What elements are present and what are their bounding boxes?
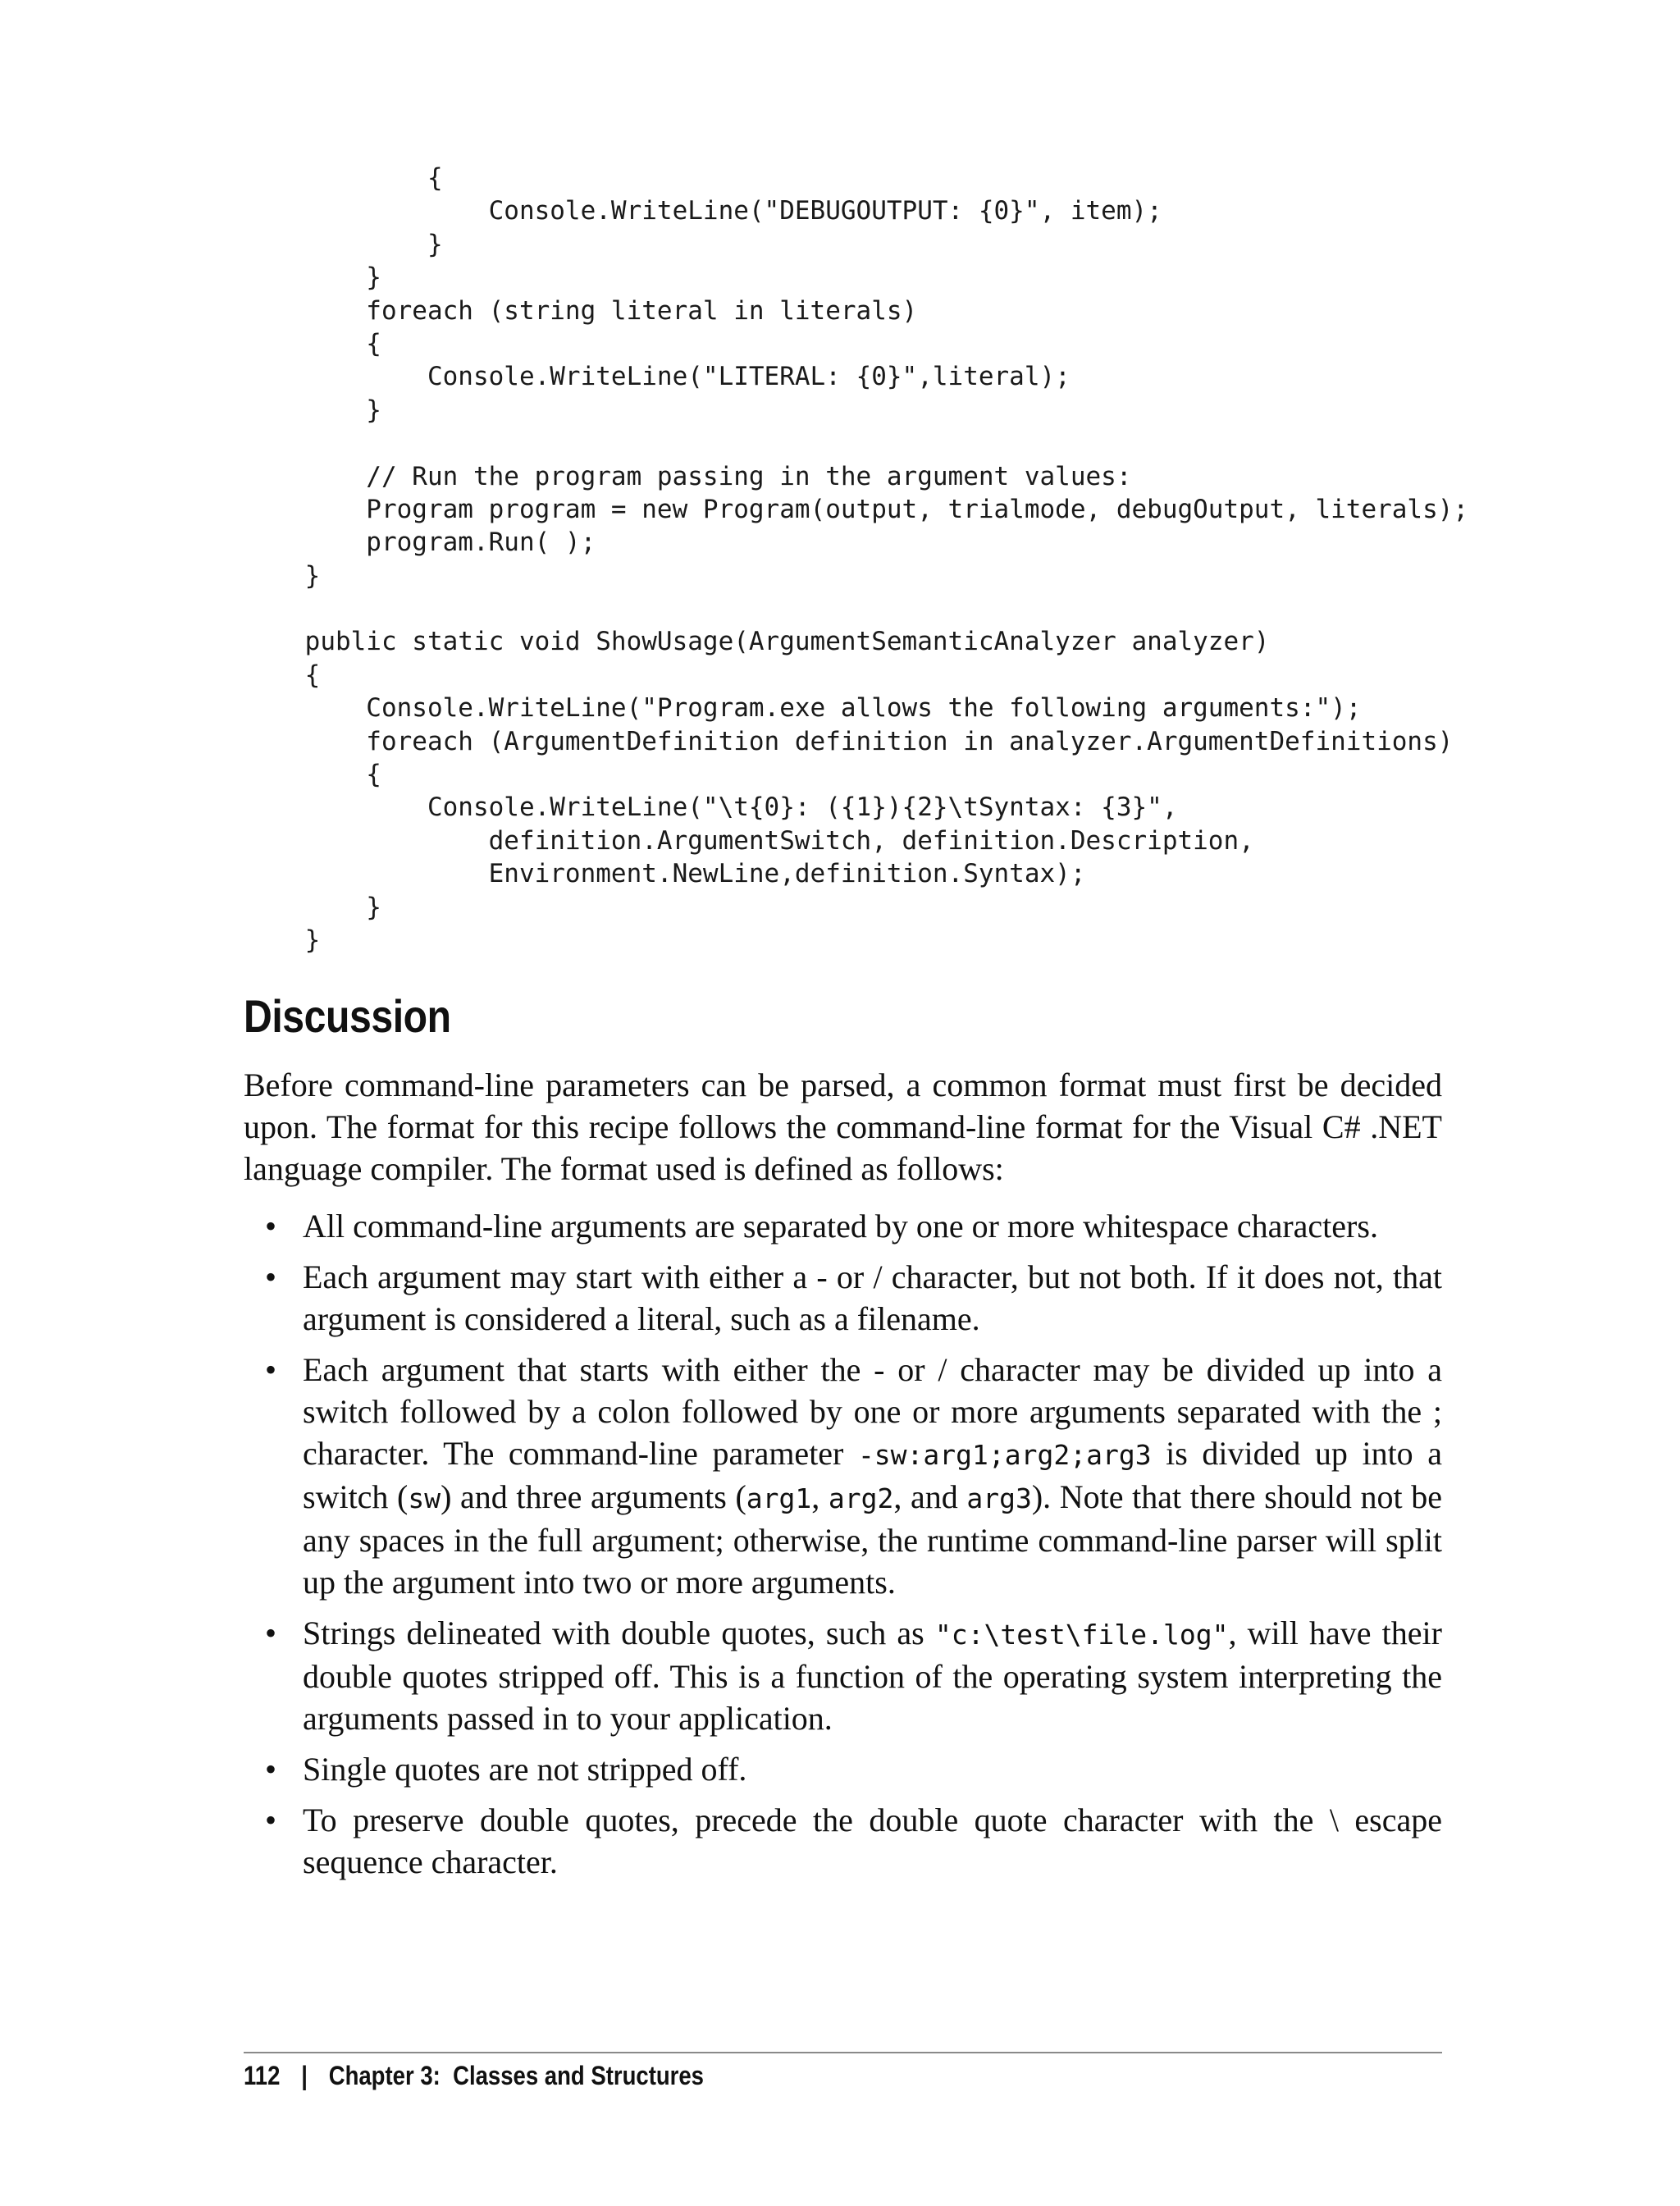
bullet-icon: •	[265, 1351, 277, 1388]
code-line: definition.ArgumentSwitch, definition.Description,	[244, 825, 1254, 856]
inline-code: arg2	[828, 1482, 894, 1514]
bullet-icon: •	[265, 1751, 277, 1788]
list-item	[244, 1748, 1442, 1790]
list-item-text: ) and three arguments (	[441, 1478, 746, 1515]
code-line: foreach (string literal in literals)	[244, 295, 918, 326]
bullet-icon: •	[265, 1615, 277, 1651]
code-line	[244, 592, 1468, 625]
code-line	[244, 427, 1468, 459]
list-item-text: Each argument that starts with either the - or / character may be divided up into a switch followed by a colon followed by one or more arguments separated with the ; character. The command-line parameter	[303, 1351, 1442, 1472]
bullet-icon: •	[265, 1258, 277, 1295]
code-line: // Run the program passing in the argument values:	[244, 461, 1132, 491]
code-line: Program program = new Program(output, trialmode, debugOutput, literals);	[244, 494, 1469, 524]
section-heading: Discussion	[244, 990, 451, 1042]
code-line: Console.WriteLine("DEBUGOUTPUT: {0}", item);	[244, 196, 1162, 226]
code-line: Console.WriteLine("LITERAL: {0}",literal);	[244, 362, 1071, 392]
inline-code: "c:\test\file.log"	[934, 1619, 1229, 1651]
list-item-text: ,	[811, 1478, 829, 1515]
code-line: }	[244, 892, 381, 922]
code-line: Environment.NewLine,definition.Syntax);	[244, 859, 1086, 889]
list-item-text: ). Note that there should not be any spaces in the full argument; otherwise, the runtime command-line parser will split up the argument into two or more arguments.	[303, 1478, 1443, 1601]
code-line: foreach (ArgumentDefinition definition in analyzer.ArgumentDefinitions)	[244, 726, 1454, 756]
page-number: 112	[244, 2061, 281, 2090]
code-line: }	[244, 263, 381, 293]
code-line: }	[244, 925, 321, 955]
intro-paragraph: Before command-line parameters can be parsed, a common format must first be decided upon. The format for this recipe follows the command-line format for the Visual C# .NET language compiler. The format used is defined as follows:	[244, 1066, 1442, 1187]
list-item-text: , and	[893, 1478, 967, 1515]
code-line: Console.WriteLine("Program.exe allows the following arguments:");	[244, 693, 1362, 724]
list-item-text: All command-line arguments are separated by one or more whitespace characters.	[303, 1208, 1378, 1245]
inline-code: arg1	[746, 1482, 812, 1514]
code-line: {	[244, 163, 443, 193]
code-line: }	[244, 229, 443, 259]
inline-code: -sw:arg1;arg2;arg3	[857, 1439, 1152, 1471]
page-footer	[244, 2058, 704, 2094]
list-item	[244, 1612, 1442, 1739]
inline-code: sw	[408, 1482, 441, 1514]
inline-code: arg3	[966, 1482, 1032, 1514]
code-line: {	[244, 328, 381, 359]
list-item	[244, 1799, 1442, 1883]
code-line: Console.WriteLine("\t{0}: ({1}){2}\tSyntax: {3}",	[244, 792, 1178, 823]
list-item-text: To preserve double quotes, precede the double quote character with the \ escape sequence character.	[303, 1802, 1442, 1880]
format-rules-list	[244, 1205, 1442, 1892]
code-listing	[244, 162, 1468, 957]
list-item-text: Strings delineated with double quotes, such as	[303, 1615, 935, 1651]
list-item	[244, 1256, 1442, 1340]
list-item-text: Single quotes are not stripped off.	[303, 1751, 747, 1788]
code-line: {	[244, 660, 321, 690]
footer-separator: |	[301, 2061, 308, 2090]
code-line: program.Run( );	[244, 528, 596, 558]
list-item-text: Each argument may start with either a - or / character, but not both. If it does not, that argument is considered a literal, such as a filename.	[303, 1258, 1442, 1337]
chapter-title: Chapter 3: Classes and Structures	[328, 2061, 704, 2090]
list-item	[244, 1205, 1442, 1247]
bullet-icon: •	[265, 1208, 277, 1245]
list-item-text: , will have their double quotes stripped off. This is a function of the operating system interpreting the arguments passed in to your application.	[303, 1615, 1442, 1737]
code-line: {	[244, 760, 381, 790]
footer-divider	[244, 2052, 1442, 2053]
code-line: }	[244, 560, 321, 591]
code-line: public static void ShowUsage(ArgumentSemanticAnalyzer analyzer)	[244, 627, 1270, 657]
list-item	[244, 1349, 1442, 1603]
bullet-icon: •	[265, 1802, 277, 1838]
list-item-text: is divided up into a switch (	[303, 1435, 1442, 1515]
code-line: }	[244, 395, 381, 425]
